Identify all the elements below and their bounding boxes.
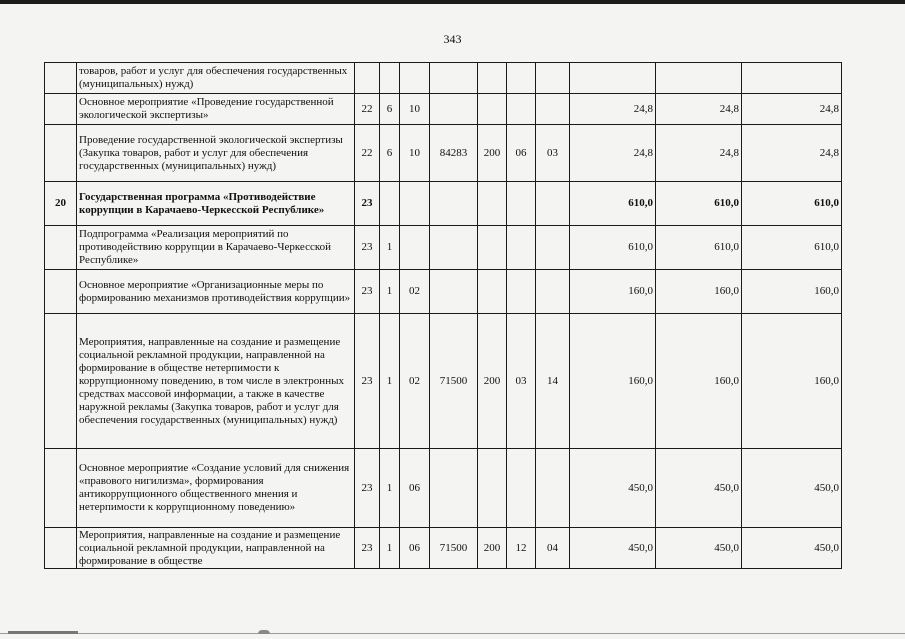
code-section: [507, 449, 536, 528]
code-direction: [430, 226, 478, 270]
code-subsection: [536, 449, 570, 528]
amount-year-2: 160,0: [656, 314, 742, 449]
amount-year-1: 610,0: [570, 182, 656, 226]
row-name: Мероприятия, направленные на создание и размещение социальной рекламной продукции, направленной на формирование в обществе: [77, 528, 355, 569]
row-name: Основное мероприятие «Проведение государственной экологической экспертизы»: [77, 94, 355, 125]
code-section: [507, 226, 536, 270]
code-section: 06: [507, 125, 536, 182]
code-measure: 10: [400, 125, 430, 182]
row-index: 20: [45, 182, 77, 226]
code-expense-type: 200: [478, 528, 507, 569]
code-program: 23: [355, 528, 380, 569]
code-program: 23: [355, 226, 380, 270]
scan-mark: [258, 630, 270, 634]
row-name: Основное мероприятие «Организационные меры по формированию механизмов противодействия коррупции»: [77, 270, 355, 314]
code-direction: [430, 182, 478, 226]
row-name: Проведение государственной экологической экспертизы (Закупка товаров, работ и услуг для обеспечения государственных (муниципальных) нужд): [77, 125, 355, 182]
amount-year-2: 450,0: [656, 449, 742, 528]
code-program: 23: [355, 449, 380, 528]
code-subsection: 14: [536, 314, 570, 449]
code-expense-type: [478, 226, 507, 270]
amount-year-1: 160,0: [570, 314, 656, 449]
row-name: Мероприятия, направленные на создание и размещение социальной рекламной продукции, направленной на формирование в обществе нетерпимости к коррупционному поведению, в том числе в электронных средствах массовой информации, а также в качестве наружной рекламы (Закупка товаров, работ и услуг для обеспечения государственных (муниципальных) нужд): [77, 314, 355, 449]
budget-table: [44, 62, 842, 569]
code-subsection: 03: [536, 125, 570, 182]
page-top-edge: [0, 0, 905, 4]
row-name: Подпрограмма «Реализация мероприятий по противодействию коррупции в Карачаево-Черкесской Республике»: [77, 226, 355, 270]
code-expense-type: [478, 449, 507, 528]
code-subsection: [536, 226, 570, 270]
code-expense-type: 200: [478, 314, 507, 449]
code-direction: [430, 94, 478, 125]
code-measure: [400, 182, 430, 226]
amount-year-3: 24,8: [742, 94, 842, 125]
amount-year-3: 450,0: [742, 528, 842, 569]
amount-year-2: 610,0: [656, 226, 742, 270]
amount-year-1: 24,8: [570, 94, 656, 125]
code-subprogram: 1: [380, 528, 400, 569]
code-section: [507, 63, 536, 94]
amount-year-2: 160,0: [656, 270, 742, 314]
amount-year-2: 610,0: [656, 182, 742, 226]
code-measure: 02: [400, 314, 430, 449]
amount-year-1: 24,8: [570, 125, 656, 182]
code-direction: [430, 63, 478, 94]
table-row: [45, 182, 842, 226]
code-program: 23: [355, 182, 380, 226]
code-subsection: [536, 270, 570, 314]
code-measure: 10: [400, 94, 430, 125]
amount-year-2: 24,8: [656, 125, 742, 182]
code-direction: [430, 449, 478, 528]
scan-mark: [8, 631, 78, 634]
amount-year-2: 24,8: [656, 94, 742, 125]
amount-year-3: 450,0: [742, 449, 842, 528]
code-subprogram: [380, 63, 400, 94]
row-index: [45, 314, 77, 449]
amount-year-3: [742, 63, 842, 94]
table-row: [45, 63, 842, 94]
code-direction: 71500: [430, 314, 478, 449]
table-row: [45, 314, 842, 449]
code-measure: [400, 63, 430, 94]
code-direction: [430, 270, 478, 314]
code-expense-type: 200: [478, 125, 507, 182]
code-subsection: [536, 182, 570, 226]
page-number: 343: [443, 32, 462, 46]
code-direction: 84283: [430, 125, 478, 182]
code-expense-type: [478, 94, 507, 125]
row-name: Основное мероприятие «Создание условий для снижения «правового нигилизма», формирования антикоррупционного общественного мнения и нетерпимости к коррупционному поведению»: [77, 449, 355, 528]
amount-year-1: [570, 63, 656, 94]
code-program: 22: [355, 94, 380, 125]
amount-year-1: 160,0: [570, 270, 656, 314]
code-section: 03: [507, 314, 536, 449]
row-index: [45, 270, 77, 314]
code-program: 23: [355, 314, 380, 449]
code-measure: [400, 226, 430, 270]
amount-year-1: 450,0: [570, 449, 656, 528]
code-section: [507, 182, 536, 226]
amount-year-3: 24,8: [742, 125, 842, 182]
row-name: товаров, работ и услуг для обеспечения государственных (муниципальных) нужд): [77, 63, 355, 94]
code-subprogram: 1: [380, 270, 400, 314]
amount-year-1: 450,0: [570, 528, 656, 569]
code-subprogram: 6: [380, 125, 400, 182]
code-subprogram: 1: [380, 314, 400, 449]
amount-year-3: 610,0: [742, 226, 842, 270]
page-bottom-line: [0, 633, 905, 634]
code-program: 23: [355, 270, 380, 314]
code-section: [507, 94, 536, 125]
amount-year-3: 160,0: [742, 314, 842, 449]
table-row: [45, 226, 842, 270]
table-row: [45, 528, 842, 569]
code-section: 12: [507, 528, 536, 569]
code-subprogram: 1: [380, 226, 400, 270]
code-expense-type: [478, 270, 507, 314]
amount-year-2: 450,0: [656, 528, 742, 569]
code-subprogram: [380, 182, 400, 226]
code-direction: 71500: [430, 528, 478, 569]
code-subsection: 04: [536, 528, 570, 569]
row-name: Государственная программа «Противодействие коррупции в Карачаево-Черкесской Республике»: [77, 182, 355, 226]
code-subsection: [536, 94, 570, 125]
row-index: [45, 125, 77, 182]
code-measure: 06: [400, 449, 430, 528]
row-index: [45, 528, 77, 569]
code-subprogram: 1: [380, 449, 400, 528]
row-index: [45, 449, 77, 528]
table-row: [45, 449, 842, 528]
amount-year-1: 610,0: [570, 226, 656, 270]
code-section: [507, 270, 536, 314]
amount-year-3: 610,0: [742, 182, 842, 226]
amount-year-3: 160,0: [742, 270, 842, 314]
code-measure: 02: [400, 270, 430, 314]
table-row: [45, 125, 842, 182]
code-expense-type: [478, 182, 507, 226]
code-program: 22: [355, 125, 380, 182]
row-index: [45, 63, 77, 94]
row-index: [45, 94, 77, 125]
table-row: [45, 270, 842, 314]
code-subprogram: 6: [380, 94, 400, 125]
code-subsection: [536, 63, 570, 94]
code-program: [355, 63, 380, 94]
row-index: [45, 226, 77, 270]
amount-year-2: [656, 63, 742, 94]
table-row: [45, 94, 842, 125]
code-measure: 06: [400, 528, 430, 569]
code-expense-type: [478, 63, 507, 94]
